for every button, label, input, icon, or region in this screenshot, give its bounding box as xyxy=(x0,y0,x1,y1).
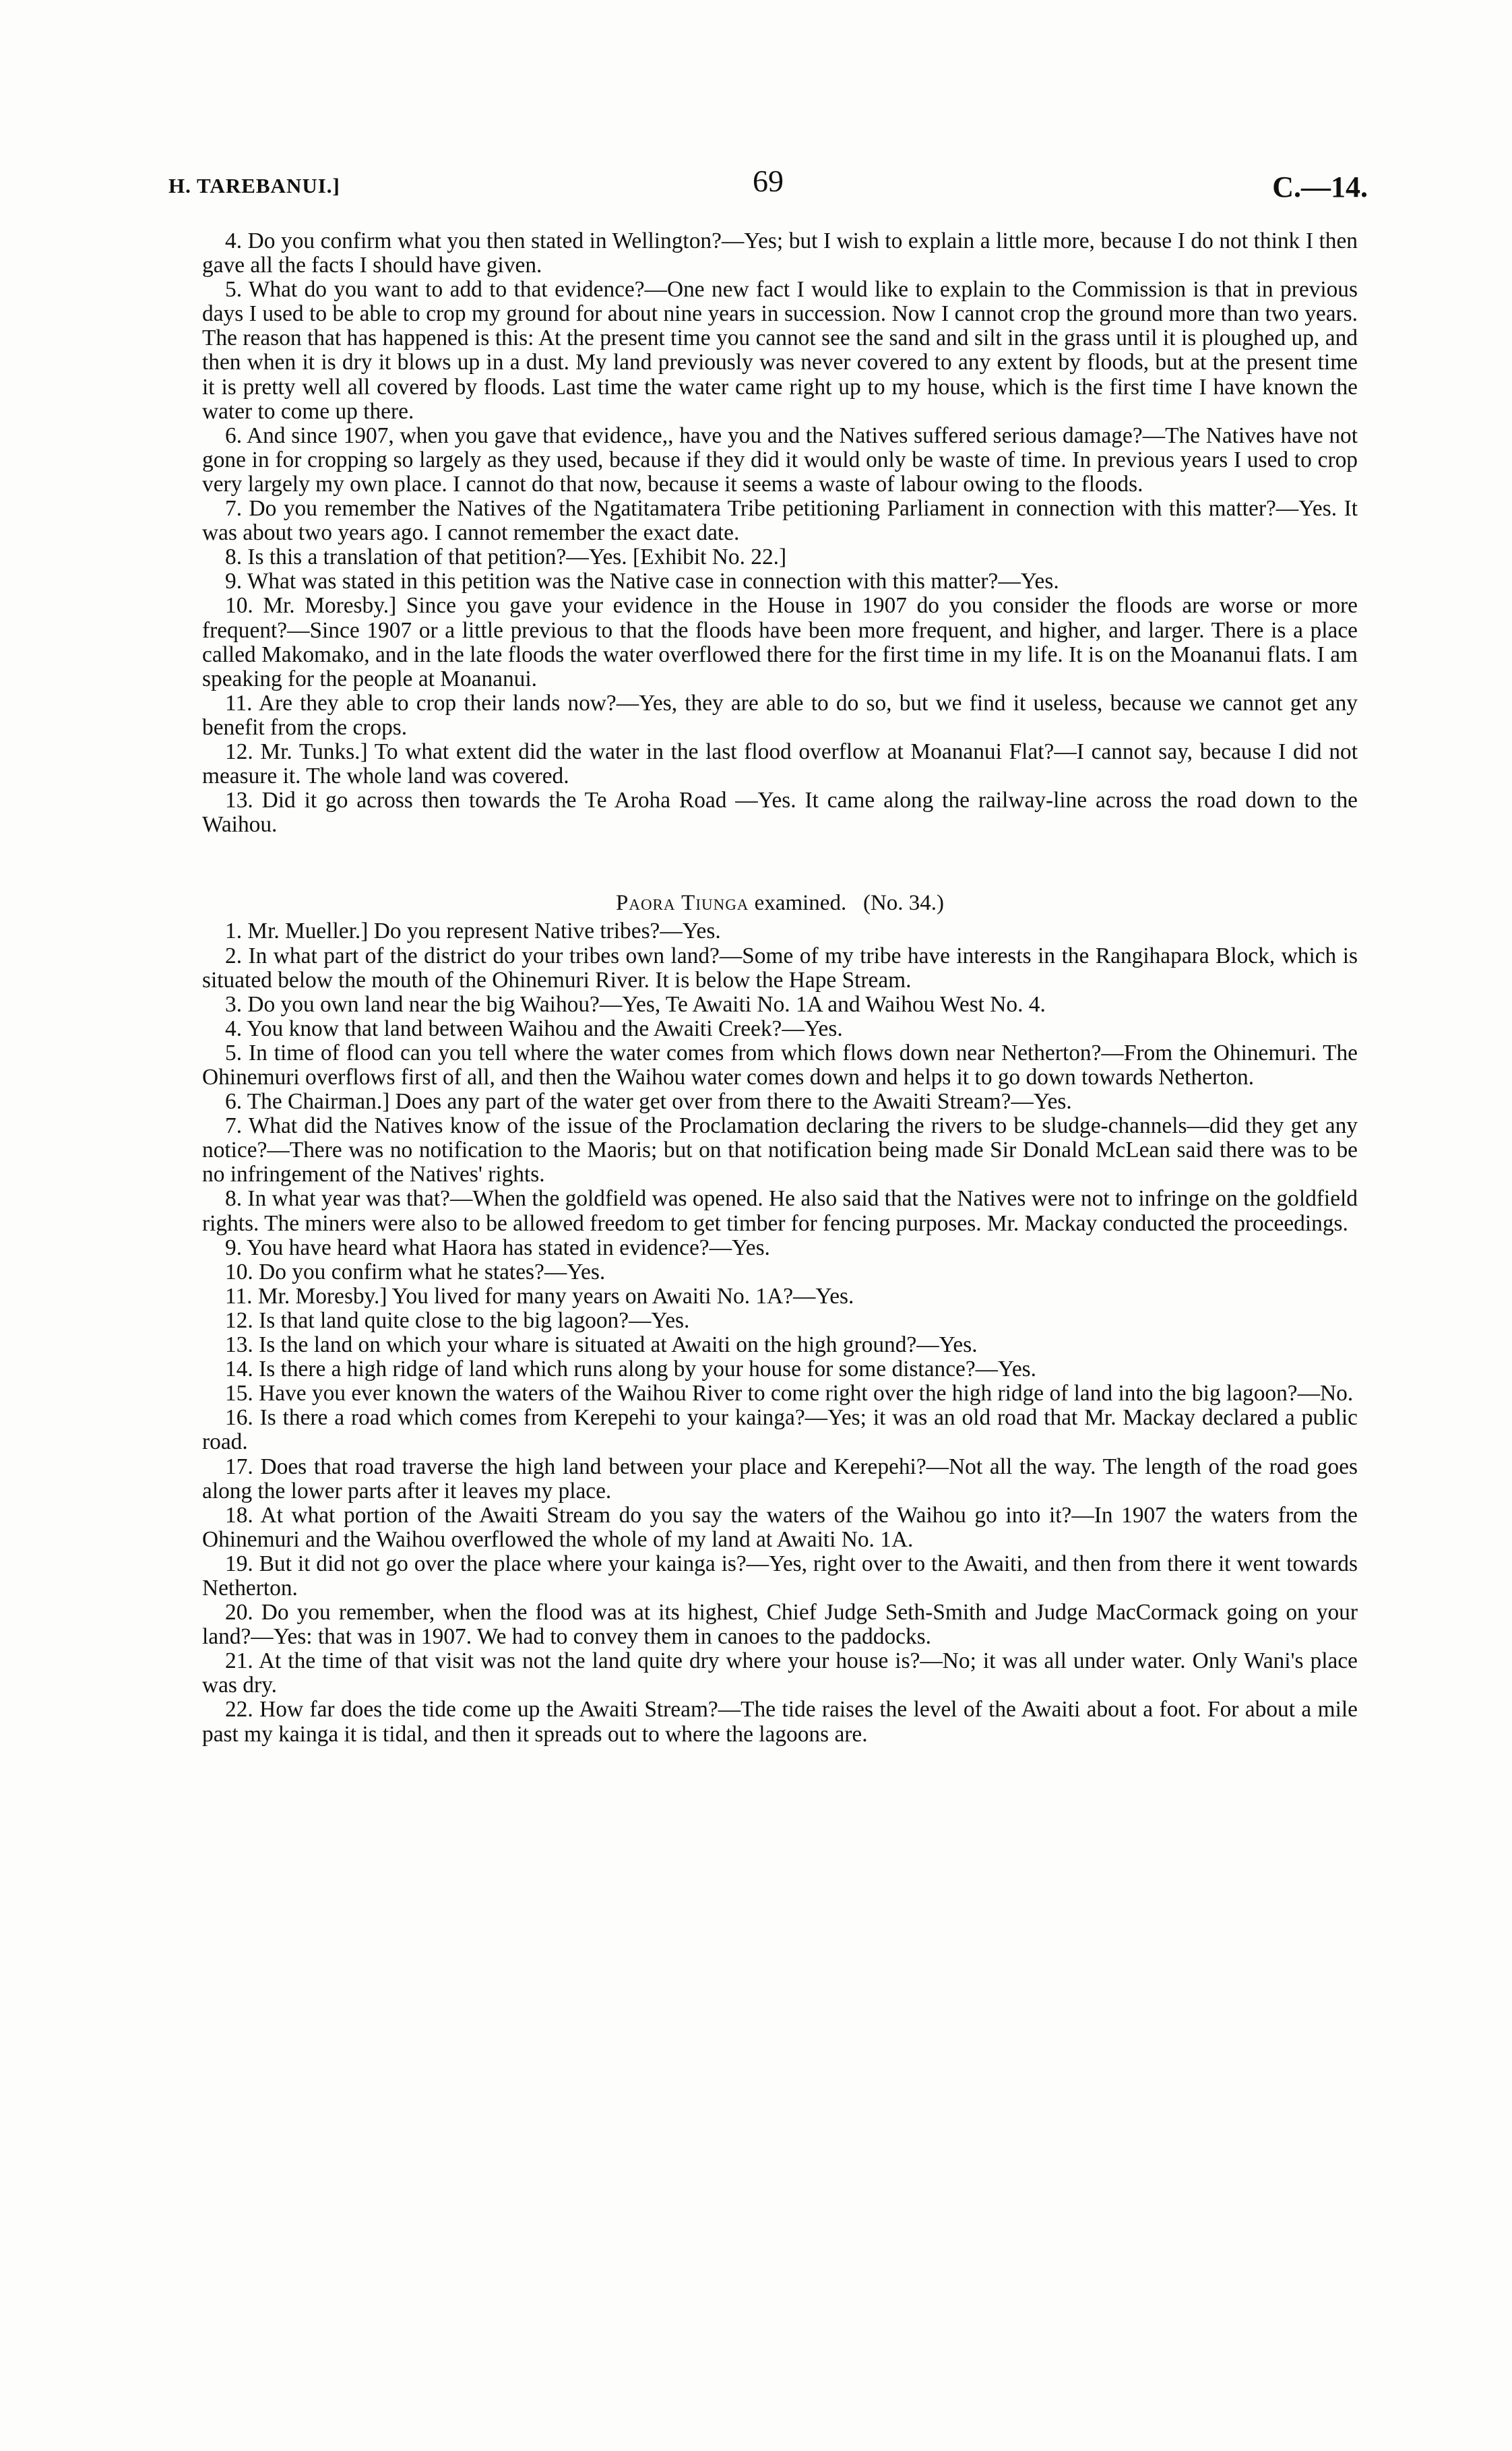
paragraph: 10. Do you confirm what he states?—Yes. xyxy=(225,1259,606,1284)
paragraph: 21. At the time of that visit was not the land quite dry where your house is?—No; it was all under water. Only Wani's place was dry. xyxy=(202,1648,1358,1698)
heading-examined: examined. xyxy=(749,891,847,916)
paragraph: 7. Do you remember the Natives of the Ngatitamatera Tribe petitioning Parliament in connection with this matter?—Yes. It was about two years ago. I cannot remember the exact date. xyxy=(202,496,1358,546)
paragraph: 13. Did it go across then towards the Te Aroha Road —Yes. It came along the railway-line across the road down to the Waihou. xyxy=(202,788,1358,838)
body-text xyxy=(202,229,1358,1747)
paragraph: 6. And since 1907, when you gave that evidence,, have you and the Natives suffered serious damage?—The Natives have not gone in for cropping so largely as they used, because if they did it would only be waste of time. In previous years I used to crop very largely my own place. I cannot do that now, because it seems a waste of labour owing to the floods. xyxy=(202,423,1358,497)
paragraph: 12. Is that land quite close to the big lagoon?—Yes. xyxy=(225,1307,690,1333)
witness-name: Paora Tiunga xyxy=(615,891,749,916)
paragraph: 9. You have heard what Haora has stated in evidence?—Yes. xyxy=(225,1235,770,1260)
paragraph: 16. Is there a road which comes from Kerepehi to your kainga?—Yes; it was an old road that Mr. Mackay declared a public road. xyxy=(202,1405,1358,1455)
paragraph: 19. But it did not go over the place where your kainga is?—Yes, right over to the Awaiti, and then from there it went towards Netherton. xyxy=(202,1551,1358,1601)
paragraph: 14. Is there a high ridge of land which runs along by your house for some distance?—Yes. xyxy=(225,1357,1036,1382)
paragraph: 22. How far does the tide come up the Awaiti Stream?—The tide raises the level of the Awaiti about a foot. For about a mile past my kainga it is tidal, and then it spreads out to where the lagoons are. xyxy=(202,1697,1358,1747)
page-number: 69 xyxy=(753,164,784,198)
running-head-name: H. TAREBANUI.] xyxy=(168,174,340,197)
document-reference: C.—14. xyxy=(1272,170,1368,204)
paragraph: 13. Is the land on which your whare is situated at Awaiti on the high ground?—Yes. xyxy=(225,1332,978,1358)
paragraph: 8. Is this a translation of that petition?—Yes. [Exhibit No. 22.] xyxy=(225,545,787,570)
section-heading xyxy=(202,891,1358,915)
page-header xyxy=(168,160,1368,208)
paragraph: 9. What was stated in this petition was the Native case in connection with this matter?—Yes. xyxy=(225,569,1059,594)
paragraph: 11. Mr. Moresby.] You lived for many years on Awaiti No. 1A?—Yes. xyxy=(225,1283,854,1309)
paragraph: 4. You know that land between Waihou and the Awaiti Creek?—Yes. xyxy=(225,1016,843,1041)
section-paora-tiunga-evidence xyxy=(202,919,1358,1746)
paragraph: 11. Are they able to crop their lands now?—Yes, they are able to do so, but we find it useless, because we cannot get any benefit from the crops. xyxy=(202,690,1358,740)
paragraph: 5. What do you want to add to that evidence?—One new fact I would like to explain to the Commission is that in previous days I used to be able to crop my ground for about nine years in succession. Now I cannot crop the ground more than two years. The reason that has happened is this: At the present time you cannot see the sand and silt in the grass until it is ploughed up, and then when it is dry it blows up in a dust. My land previously was never covered to any extent by floods, but at the present time it is pretty well all covered by floods. Last time the water came right up to my house, which is the first time I have known the water to come up there. xyxy=(202,277,1358,424)
paragraph: 12. Mr. Tunks.] To what extent did the water in the last flood overflow at Moananui Flat?—I cannot say, because I did not measure it. The whole land was covered. xyxy=(202,739,1358,789)
paragraph: 1. Mr. Mueller.] Do you represent Native tribes?—Yes. xyxy=(225,919,721,944)
paragraph: 18. At what portion of the Awaiti Stream do you say the waters of the Waihou go into it?—In 1907 the waters from the Ohinemuri and the Waihou overflowed the whole of my land at Awaiti No. 1A. xyxy=(202,1502,1358,1552)
paragraph: 7. What did the Natives know of the issue of the Proclamation declaring the rivers to be sludge-channels—did they get any notice?—There was no notification to the Maoris; but on that notification being made Sir Donald McLean said there was to be no infringement of the Natives' rights. xyxy=(202,1113,1358,1187)
heading-number: (No. 34.) xyxy=(862,891,945,916)
paragraph: 17. Does that road traverse the high land between your place and Kerepehi?—Not all the way. The length of the road goes along the lower parts after it leaves my place. xyxy=(202,1454,1358,1503)
paragraph: 3. Do you own land near the big Waihou?—Yes, Te Awaiti No. 1A and Waihou West No. 4. xyxy=(225,991,1046,1017)
paragraph: 6. The Chairman.] Does any part of the water get over from there to the Awaiti Stream?—Yes. xyxy=(225,1089,1072,1115)
paragraph: 20. Do you remember, when the flood was at its highest, Chief Judge Seth-Smith and Judge MacCormack going on your land?—Yes: that was in 1907. We had to convey them in canoes to the paddocks. xyxy=(202,1600,1358,1650)
section-tarebanui-evidence xyxy=(202,229,1358,837)
paragraph: 5. In time of flood can you tell where the water comes from which flows down near Netherton?—From the Ohinemuri. The Ohinemuri overflows first of all, and then the Waihou water comes down and helps it to go down towards Netherton. xyxy=(202,1040,1358,1090)
paragraph: 10. Mr. Moresby.] Since you gave your evidence in the House in 1907 do you consider the floods are worse or more frequent?—Since 1907 or a little previous to that the floods have been more frequent, and higher, and larger. There is a place called Makomako, and in the late floods the water overflowed there for the first time in my life. It is on the Moananui flats. I am speaking for the people at Moananui. xyxy=(202,593,1358,691)
paragraph: 4. Do you confirm what you then stated in Wellington?—Yes; but I wish to explain a little more, because I do not think I then gave all the facts I should have given. xyxy=(202,228,1358,278)
paragraph: 8. In what year was that?—When the goldfield was opened. He also said that the Natives were not to infringe on the goldfield rights. The miners were also to be allowed freedom to get timber for fencing purposes. Mr. Mackay conducted the proceedings. xyxy=(202,1186,1358,1236)
paragraph: 15. Have you ever known the waters of the Waihou River to come right over the high ridge of land into the big lagoon?—No. xyxy=(225,1381,1354,1406)
paragraph: 2. In what part of the district do your tribes own land?—Some of my tribe have interests in the Rangihapara Block, which is situated below the mouth of the Ohinemuri River. It is below the Hape Stream. xyxy=(202,943,1358,993)
